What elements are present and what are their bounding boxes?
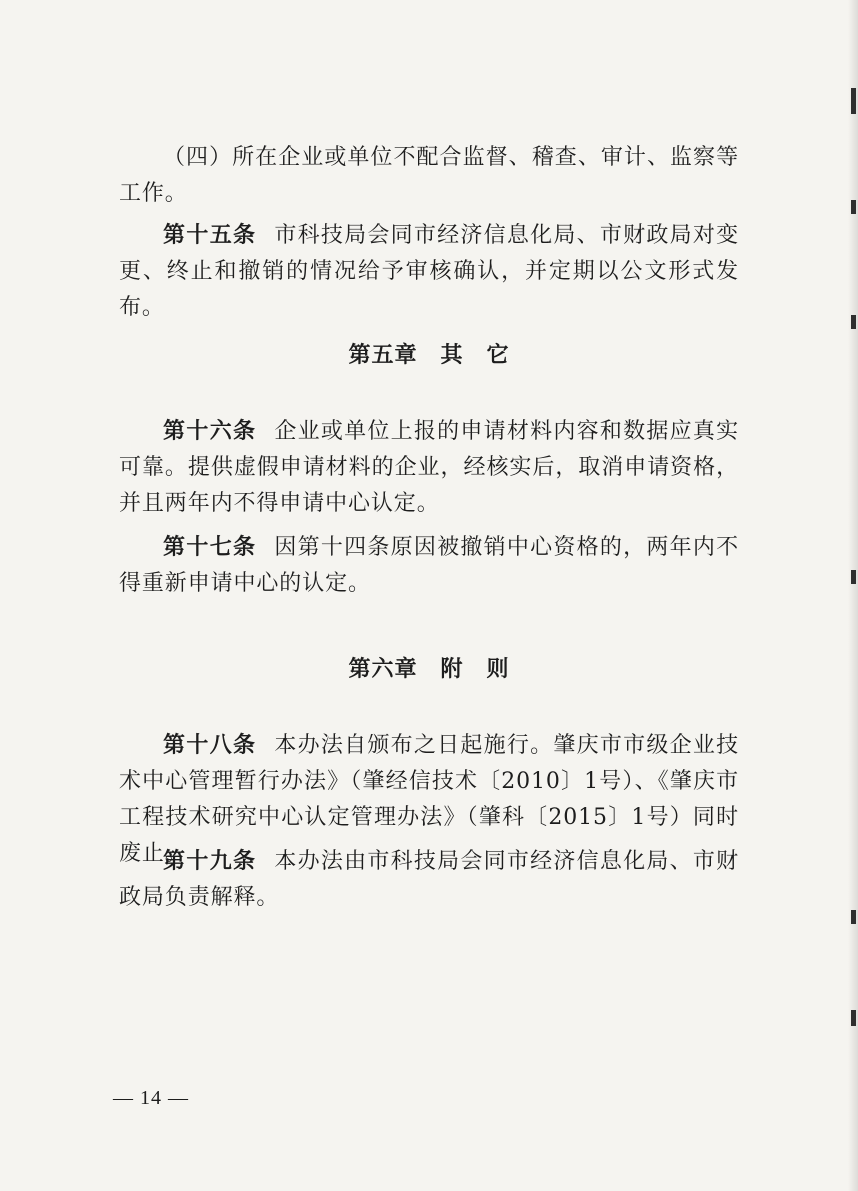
article-15-text: 市科技局会同市经济信息化局、市财政局对变更、终止和撤销的情况给予审核确认，并定期以公文形式发布。 bbox=[119, 223, 739, 320]
scan-edge-mark bbox=[851, 570, 856, 584]
scan-edge-mark bbox=[851, 200, 856, 214]
article-15-paragraph bbox=[119, 218, 739, 326]
article-19-label: 第十九条 bbox=[163, 849, 257, 874]
scan-edge-mark bbox=[851, 88, 856, 114]
article-19-paragraph bbox=[119, 844, 739, 916]
article-16-paragraph bbox=[119, 414, 739, 522]
article-15-label: 第十五条 bbox=[163, 223, 257, 248]
clause-4-text: （四）所在企业或单位不配合监督、稽查、审计、监察等工作。 bbox=[119, 145, 739, 206]
article-16-text: 企业或单位上报的申请材料内容和数据应真实可靠。提供虚假申请材料的企业，经核实后，取消申请资格，并且两年内不得申请中心认定。 bbox=[119, 419, 739, 516]
scan-edge-mark bbox=[851, 1010, 856, 1026]
scan-edge-shadow bbox=[848, 0, 858, 1191]
chapter-5-heading: 第五章 其 它 bbox=[348, 343, 510, 368]
article-17-label: 第十七条 bbox=[163, 535, 257, 560]
scan-edge-mark bbox=[851, 315, 856, 329]
article-19-text: 本办法由市科技局会同市经济信息化局、市财政局负责解释。 bbox=[119, 849, 739, 910]
article-17-paragraph bbox=[119, 530, 739, 602]
chapter-6-heading: 第六章 附 则 bbox=[348, 657, 510, 682]
clause-4-paragraph bbox=[119, 140, 739, 212]
scan-edge-mark bbox=[851, 910, 856, 924]
article-16-label: 第十六条 bbox=[163, 419, 257, 444]
article-18-text: 本办法自颁布之日起施行。肇庆市市级企业技术中心管理暂行办法》（肇经信技术〔2010〕1号）、《肇庆市工程技术研究中心认定管理办法》（肇科〔2015〕1号）同时废止。 bbox=[119, 733, 739, 866]
article-17-text: 因第十四条原因被撤销中心资格的，两年内不得重新申请中心的认定。 bbox=[119, 535, 739, 596]
page-number: — 14 — bbox=[113, 1087, 189, 1109]
article-18-label: 第十八条 bbox=[163, 733, 257, 758]
